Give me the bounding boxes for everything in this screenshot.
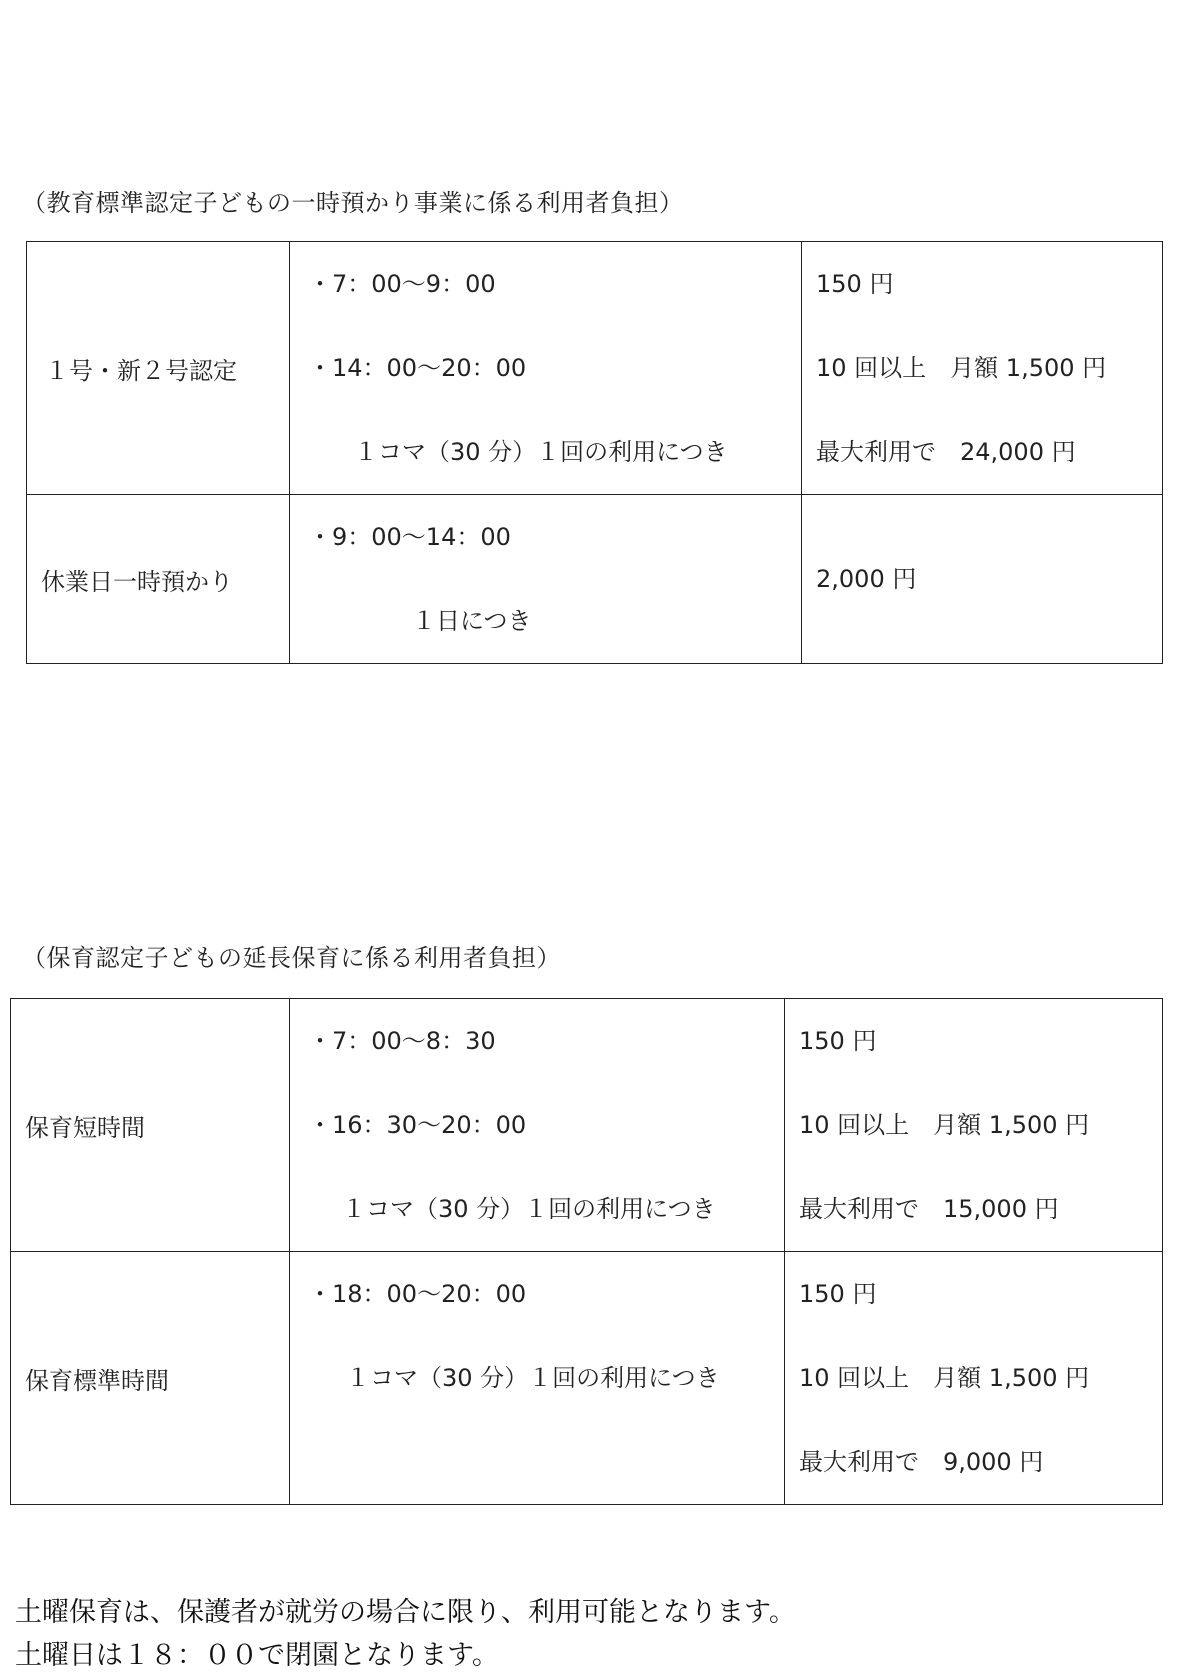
price-line: 10 回以上 月額 1,500 円: [816, 354, 1107, 382]
section2-caption: （保育認定子どもの延長保育に係る利用者負担）: [22, 944, 561, 972]
time-slot: ・7：00～8：30: [308, 1027, 496, 1055]
time-cell: [290, 999, 785, 1252]
price-line: 10 回以上 月額 1,500 円: [799, 1111, 1090, 1139]
price-cell: [802, 495, 1163, 664]
category-label: 保育標準時間: [25, 1366, 169, 1395]
saturday-note: 土曜保育は、保護者が就労の場合に限り、利用可能となります。: [15, 1597, 796, 1628]
category-cell: [27, 495, 290, 664]
category-label: １号・新２号認定: [45, 356, 237, 385]
price-line: 最大利用で 9,000 円: [799, 1448, 1044, 1476]
price-line: 150 円: [799, 1280, 877, 1308]
unit-note: １コマ（30 分）１回の利用につき: [346, 1364, 720, 1392]
time-cell: [290, 495, 802, 664]
unit-note: １コマ（30 分）１回の利用につき: [342, 1195, 716, 1223]
time-slot: ・18：00～20：00: [308, 1280, 527, 1308]
unit-note: １日につき: [412, 607, 532, 635]
price-line: 最大利用で 15,000 円: [799, 1195, 1059, 1223]
table-row: [11, 999, 1163, 1252]
price-line: 2,000 円: [816, 565, 917, 593]
category-label: 休業日一時預かり: [41, 567, 233, 596]
time-slot: ・9：00～14：00: [308, 523, 511, 551]
time-slot: ・14：00～20：00: [308, 354, 527, 382]
table-row: [11, 1252, 1163, 1505]
unit-note: １コマ（30 分）１回の利用につき: [354, 438, 728, 466]
price-cell: [785, 999, 1163, 1252]
price-line: 150 円: [816, 270, 894, 298]
saturday-closing-note: 土曜日は１８：００で閉園となります。: [15, 1640, 499, 1671]
table-row: [27, 495, 1163, 664]
time-slot: ・7：00～9：00: [308, 270, 496, 298]
price-line: 150 円: [799, 1027, 877, 1055]
category-cell: [11, 999, 290, 1252]
time-cell: [290, 242, 802, 495]
price-cell: [785, 1252, 1163, 1505]
section1-fee-table: [26, 241, 1163, 664]
time-slot: ・16：30～20：00: [308, 1111, 527, 1139]
section2-fee-table: [10, 998, 1163, 1505]
category-cell: [11, 1252, 290, 1505]
time-cell: [290, 1252, 785, 1505]
table-row: [27, 242, 1163, 495]
price-line: 10 回以上 月額 1,500 円: [799, 1364, 1090, 1392]
category-label: 保育短時間: [25, 1113, 145, 1142]
price-line: 最大利用で 24,000 円: [816, 438, 1076, 466]
price-cell: [802, 242, 1163, 495]
section1-caption: （教育標準認定子どもの一時預かり事業に係る利用者負担）: [22, 189, 684, 217]
category-cell: [27, 242, 290, 495]
